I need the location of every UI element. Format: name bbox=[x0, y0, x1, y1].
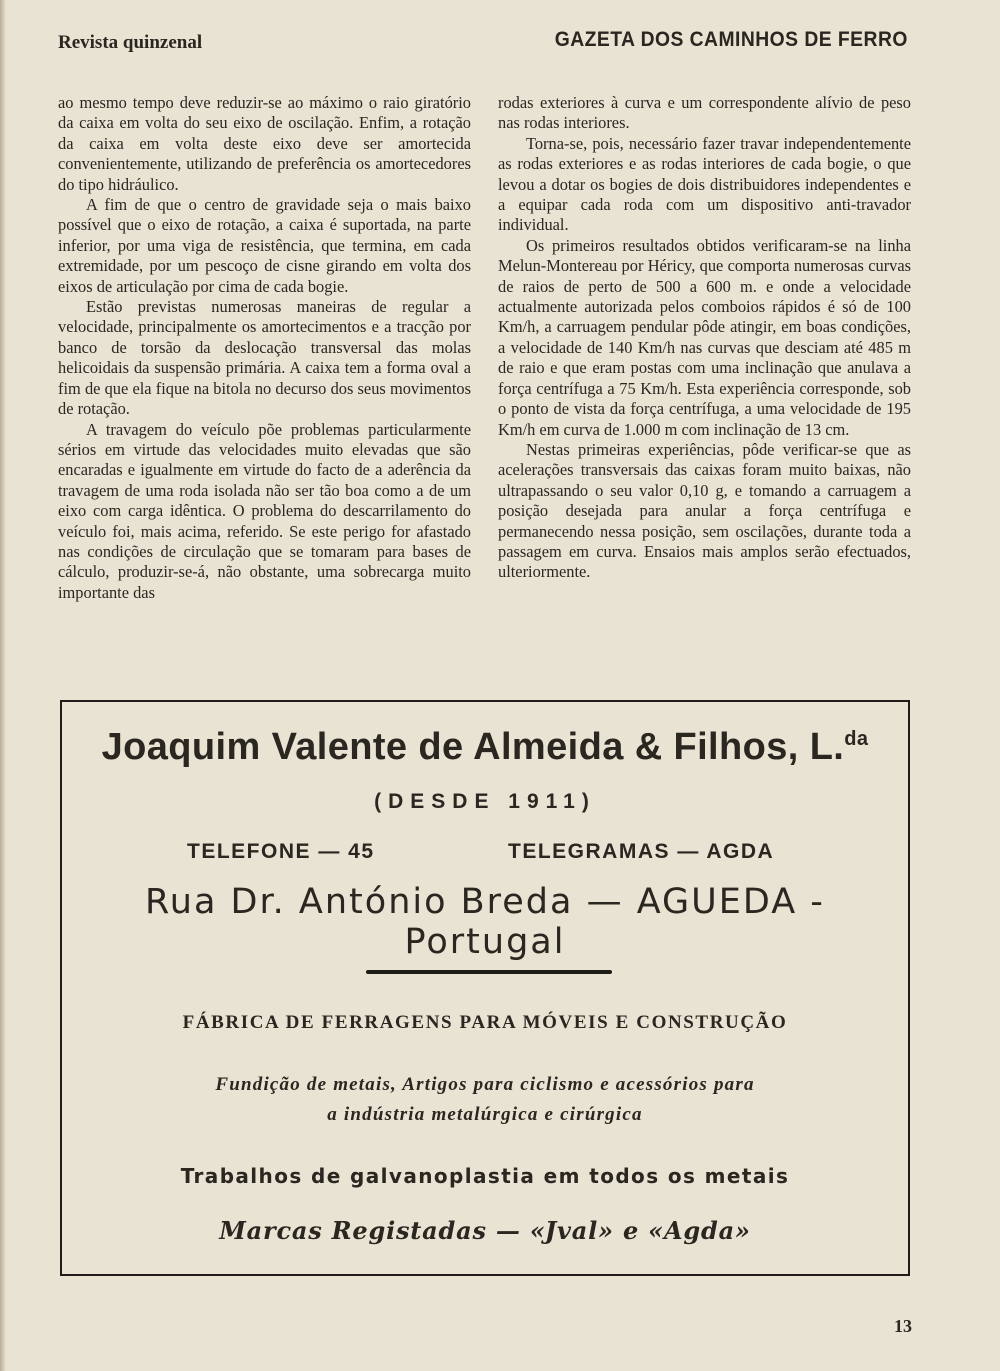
paragraph: A travagem do veículo põe problemas particularmente sérios em virtude das velocidades muito elevadas que são encaradas e igualmente em virtude do facto de a aderência da travagem de uma roda isolada não ser tão boa como a de um eixo com carga idêntica. O problema do descarrilamento do veículo foi, mais acima, referido. Se este perigo for afastado nas condições de circulação que se tomaram para bases de cálculo, produzir-se-á, não obstante, uma sobrecarga muito importante das bbox=[58, 419, 471, 602]
paragraph: Estão previstas numerosas maneiras de regular a velocidade, principalmente os amortecimentos e a tracção por banco de torsão da deslocação transversal das molas helicoidais da suspensão primária. A caixa tem a forma oval a fim de que ela fique na bitola no decurso dos seus movimentos de rotação. bbox=[58, 297, 471, 419]
divider-rule bbox=[366, 970, 612, 974]
paragraph: Os primeiros resultados obtidos verificaram-se na linha Melun-Montereau por Héricy, que comporta numerosas curvas de raios de perto de 500 a 600 m. e onde a velocidade actualmente autorizada pelos comboios rápidos é só de 100 Km/h, a carruagem pendular pôde atingir, em boas condições, a velocidade de 140 Km/h nas curvas que desciam até 485 m de raio e que eram postas com uma inclinação que anulava a força centrífuga a 75 Km/h. Esta experiência corresponde, sob o ponto de vista da força centrífuga, a uma velocidade de 195 Km/h em curva de 1.000 m com inclinação de 13 cm. bbox=[498, 235, 911, 439]
galvanoplasty-line: Trabalhos de galvanoplastia em todos os metais bbox=[180, 1164, 790, 1188]
article-column-right bbox=[498, 93, 911, 583]
paragraph: Nestas primeiras experiências, pôde verificar-se que as acelerações transversais das caixas foram muito baixas, não ultrapassando o seu valor 0,10 g, e tomando a carruagem a posição desejada para anular a força centrífuga e permanecendo nessa posição, sem oscilações, durante toda a passagem em curva. Ensaios mais amplos serão efectuados, ulteriormente. bbox=[498, 439, 911, 582]
journal-title: GAZETA DOS CAMINHOS DE FERRO bbox=[554, 28, 908, 51]
founded-year: (DESDE 1911) bbox=[374, 790, 596, 813]
publication-frequency: Revista quinzenal bbox=[58, 32, 203, 53]
paragraph: ao mesmo tempo deve reduzir-se ao máximo o raio giratório da caixa em volta do seu eixo de oscilação. Enfim, a rotação da caixa em volta deste eixo deve ser amortecida convenientemente, utilizando de preferência os amortecedores do tipo hidráulico. bbox=[58, 93, 471, 194]
article-column-left bbox=[58, 93, 471, 603]
telegram-address: TELEGRAMAS — AGDA bbox=[508, 840, 775, 863]
telephone: TELEFONE — 45 bbox=[187, 840, 375, 863]
factory-description: FÁBRICA DE FERRAGENS PARA MÓVEIS E CONSTRUÇÃO bbox=[182, 1012, 788, 1033]
advertisement-box bbox=[60, 700, 910, 1276]
firm-name-text: Joaquim Valente de Almeida & Filhos, L. bbox=[101, 726, 845, 768]
registered-marks: Marcas Registadas — «Jval» e «Agda» bbox=[219, 1216, 751, 1245]
page-edge-shadow bbox=[0, 0, 6, 1371]
paragraph: Torna-se, pois, necessário fazer travar independentemente as rodas exteriores e as rodas interiores de cada bogie, o que levou a dotar os bogies de dois distribuidores independentes e a equipar cada roda com um dispositivo anti-travador individual. bbox=[498, 133, 911, 235]
street-address: Rua Dr. António Breda — AGUEDA - Portugal bbox=[145, 882, 825, 962]
page-number: 13 bbox=[894, 1316, 912, 1336]
paragraph: A fim de que o centro de gravidade seja o mais baixo possível que o eixo de rotação, a caixa é suportada, na parte inferior, por uma viga de resistência, que termina, em cada extremidade, por um pescoço de cisne girando em volta dos eixos de articulação por cima de cada bogie. bbox=[58, 195, 471, 296]
running-head bbox=[58, 28, 908, 56]
products-description: Fundição de metais, Artigos para ciclismo e acessórios para a indústria metalúrgica e cirúrgica bbox=[215, 1074, 755, 1125]
paragraph: rodas exteriores à curva e um correspondente alívio de peso nas rodas interiores. bbox=[498, 93, 911, 133]
firm-suffix: da bbox=[844, 728, 869, 750]
advertiser-name bbox=[62, 726, 908, 769]
